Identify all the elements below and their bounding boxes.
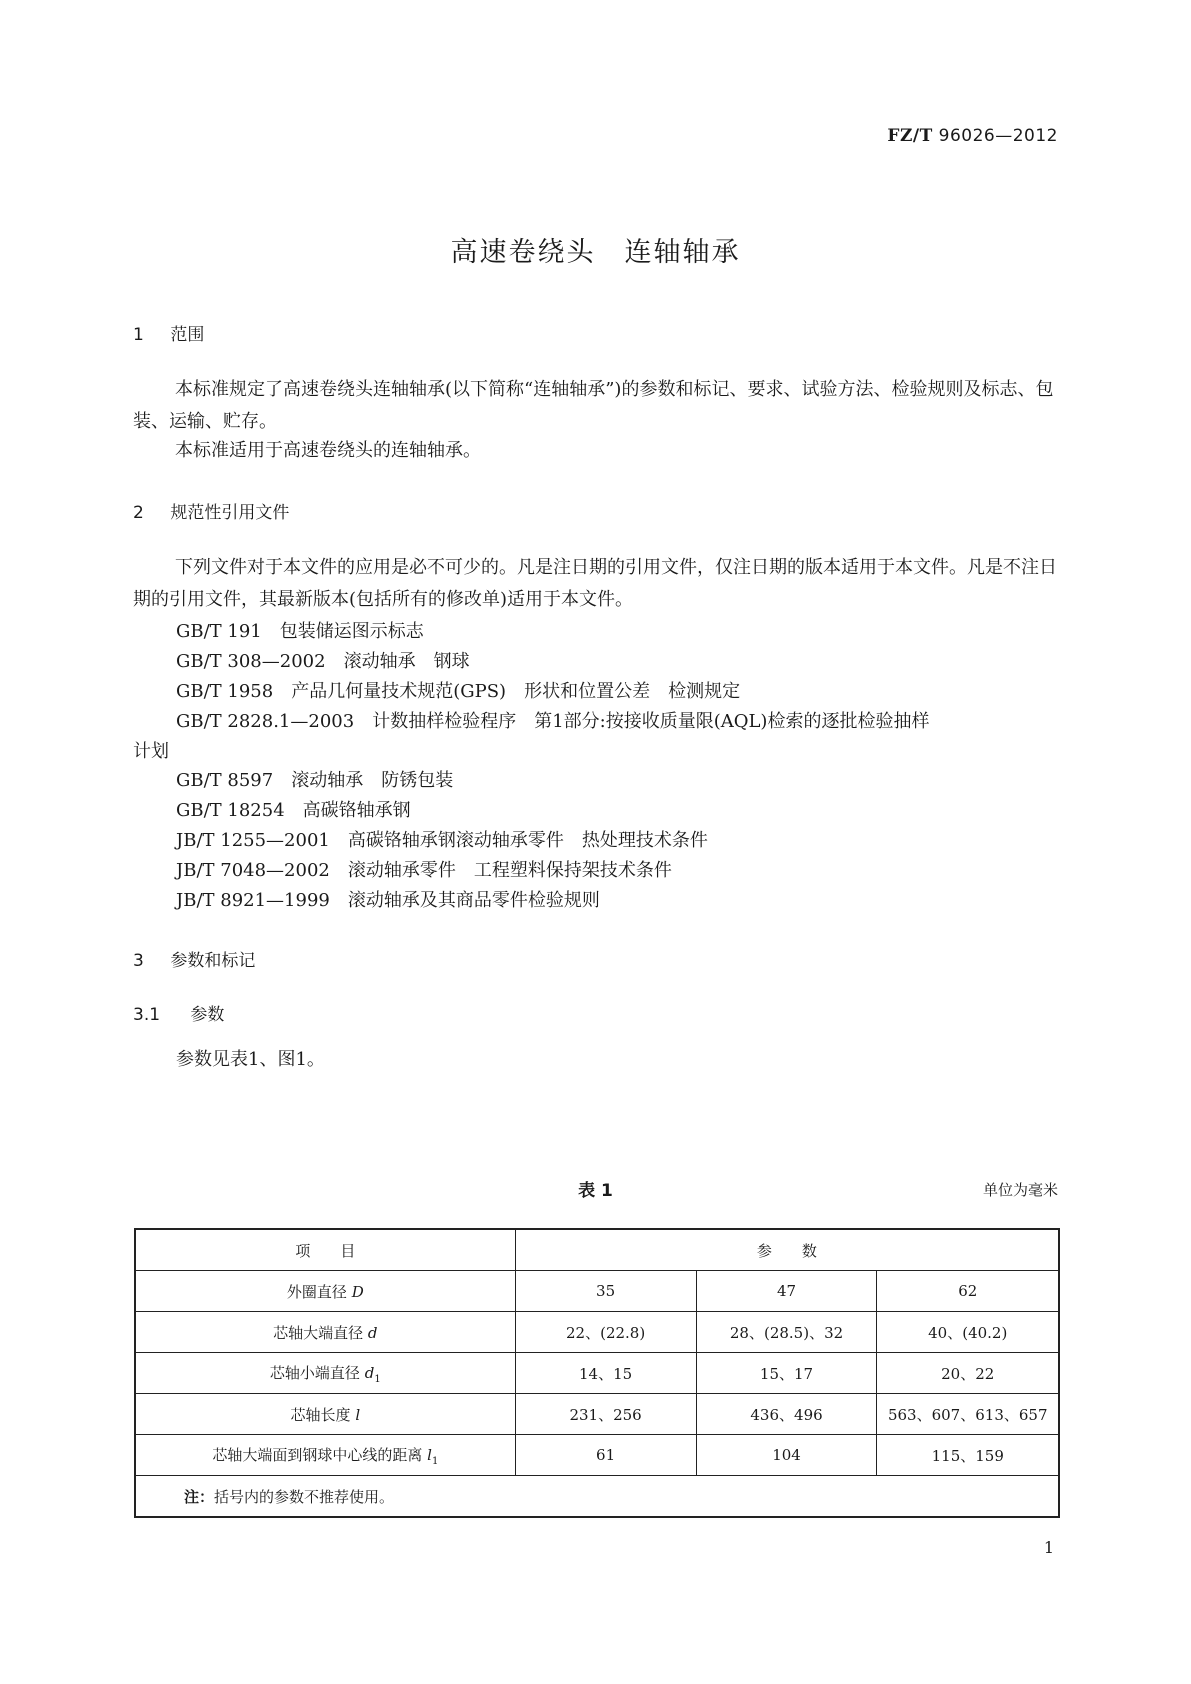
table-cell: 436、496 (696, 1394, 877, 1435)
note-text: 括号内的参数不推荐使用。 (214, 1487, 395, 1506)
params-reference-text: 参数见表1、图1。 (176, 1049, 325, 1070)
reference-item: JB/T 7048—2002 滚动轴承零件 工程塑料保持架技术条件 (176, 860, 672, 881)
table-cell: 47 (696, 1271, 877, 1312)
section-title: 范围 (170, 325, 205, 345)
scope-paragraph-2 (133, 435, 1059, 467)
standard-code (887, 126, 1058, 146)
table-note (135, 1476, 1059, 1518)
table-cell: 28、(28.5)、32 (696, 1312, 877, 1353)
table-caption: 表 1 (578, 1181, 613, 1201)
refs-intro-paragraph (133, 552, 1059, 616)
row-label: 芯轴大端面到钢球中心线的距离 $l_1$ (135, 1435, 515, 1476)
row-label: 芯轴小端直径 $d_1$ (135, 1353, 515, 1394)
section-1-heading (133, 320, 204, 345)
reference-item: JB/T 8921—1999 滚动轴承及其商品零件检验规则 (176, 890, 600, 911)
table-row (135, 1271, 1059, 1312)
scope-text-1: 本标准规定了高速卷绕头连轴轴承(以下简称“连轴轴承”)的参数和标记、要求、试验方法、检验规则及标志、包装、运输、贮存。 (133, 379, 1054, 432)
row-label: 外圈直径 D (135, 1271, 515, 1312)
note-label: 注： (184, 1487, 215, 1506)
scope-text-2: 本标准适用于高速卷绕头的连轴轴承。 (175, 440, 481, 461)
row-label: 芯轴大端直径 d (135, 1312, 515, 1353)
table-cell: 61 (515, 1435, 696, 1476)
table-cell: 62 (877, 1271, 1059, 1312)
document-title: 高速卷绕头 连轴轴承 (450, 237, 741, 268)
section-3-1-heading (133, 1000, 224, 1025)
table-row (135, 1435, 1059, 1476)
page-number: 1 (1043, 1538, 1054, 1557)
reference-item: GB/T 308—2002 滚动轴承 钢球 (176, 651, 470, 672)
header-params: 参 数 (515, 1229, 1059, 1271)
table-cell: 104 (696, 1435, 877, 1476)
standard-code-number: 96026—2012 (938, 126, 1058, 146)
scope-paragraph-1 (133, 374, 1059, 438)
standard-code-prefix: FZ/T (887, 126, 933, 146)
table-cell: 15、17 (696, 1353, 877, 1394)
section-number: 2 (133, 503, 144, 523)
table-cell: 14、15 (515, 1353, 696, 1394)
header-item: 项 目 (135, 1229, 515, 1271)
table-header-row (135, 1229, 1059, 1271)
section-number: 1 (133, 325, 144, 345)
reference-item: GB/T 8597 滚动轴承 防锈包装 (176, 770, 454, 791)
table-cell: 231、256 (515, 1394, 696, 1435)
table-row (135, 1353, 1059, 1394)
section-title: 规范性引用文件 (170, 503, 290, 523)
table-cell: 40、(40.2) (877, 1312, 1059, 1353)
row-label: 芯轴长度 l (135, 1394, 515, 1435)
table-row (135, 1312, 1059, 1353)
section-2-heading (133, 498, 289, 523)
table-cell: 22、(22.8) (515, 1312, 696, 1353)
section-number: 3.1 (133, 1005, 161, 1025)
table-row (135, 1394, 1059, 1435)
table-note-row (135, 1476, 1059, 1518)
table-unit: 单位为毫米 (982, 1181, 1058, 1199)
reference-item: GB/T 1958 产品几何量技术规范(GPS) 形状和位置公差 检测规定 (176, 681, 741, 702)
section-title: 参数和标记 (170, 951, 256, 971)
section-number: 3 (133, 951, 144, 971)
parameter-table (134, 1228, 1060, 1518)
table-cell: 563、607、613、657 (877, 1394, 1059, 1435)
refs-intro-text: 下列文件对于本文件的应用是必不可少的。凡是注日期的引用文件，仅注日期的版本适用于本文件。凡是不注日期的引用文件，其最新版本(包括所有的修改单)适用于本文件。 (133, 557, 1057, 610)
table-cell: 20、22 (877, 1353, 1059, 1394)
reference-item: GB/T 191 包装储运图示标志 (176, 621, 424, 642)
reference-item-continuation: 计划 (133, 741, 169, 762)
reference-item: GB/T 2828.1—2003 计数抽样检验程序 第1部分:按接收质量限(AQL)检索的逐批检验抽样 (176, 711, 930, 732)
table-cell: 115、159 (877, 1435, 1059, 1476)
table-cell: 35 (515, 1271, 696, 1312)
reference-item: JB/T 1255—2001 高碳铬轴承钢滚动轴承零件 热处理技术条件 (176, 830, 708, 851)
reference-item: GB/T 18254 高碳铬轴承钢 (176, 800, 411, 821)
section-title: 参数 (190, 1005, 225, 1025)
section-3-heading (133, 946, 255, 971)
